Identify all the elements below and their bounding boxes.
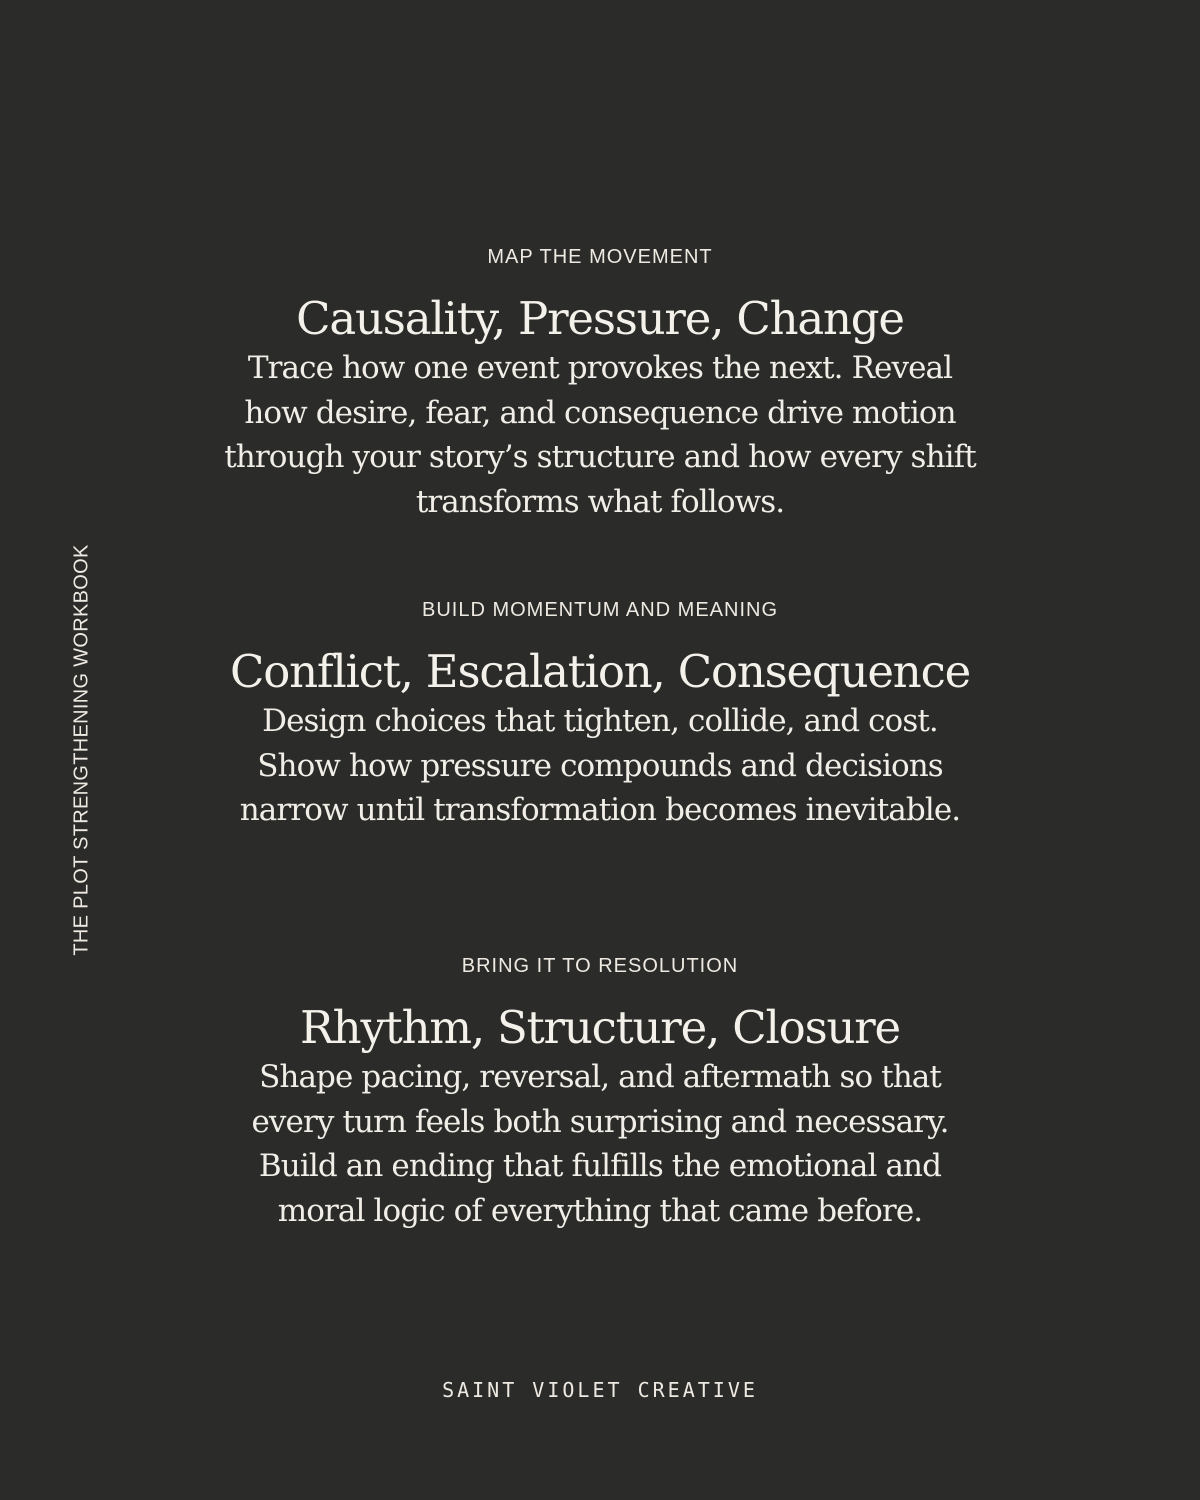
side-title: THE PLOT STRENGTHENING WORKBOOK [70, 544, 93, 956]
section-eyebrow: BRING IT TO RESOLUTION [461, 955, 739, 977]
section-heading: Causality, Pressure, Change [296, 292, 904, 345]
section-map-the-movement [150, 245, 1050, 524]
section-heading: Rhythm, Structure, Closure [300, 1001, 900, 1054]
section-bring-to-resolution [150, 954, 1050, 1233]
section-eyebrow: MAP THE MOVEMENT [487, 246, 713, 268]
section-build-momentum [150, 598, 1050, 833]
section-body: Shape pacing, reversal, and aftermath so that every turn feels both surprising and necessary. Build an ending that fulfills the emotional and moral logic of everything that came before. [251, 1059, 949, 1229]
section-heading: Conflict, Escalation, Consequence [229, 645, 971, 698]
brand-footer: SAINT VIOLET CREATIVE [442, 1378, 758, 1402]
section-eyebrow: BUILD MOMENTUM AND MEANING [421, 599, 779, 621]
section-body: Design choices that tighten, collide, and cost. Show how pressure compounds and decisions narrow until transformation becomes inevitable. [239, 703, 961, 828]
section-body: Trace how one event provokes the next. Reveal how desire, fear, and consequence drive motion through your story’s structure and how every shift transforms what follows. [224, 350, 976, 520]
